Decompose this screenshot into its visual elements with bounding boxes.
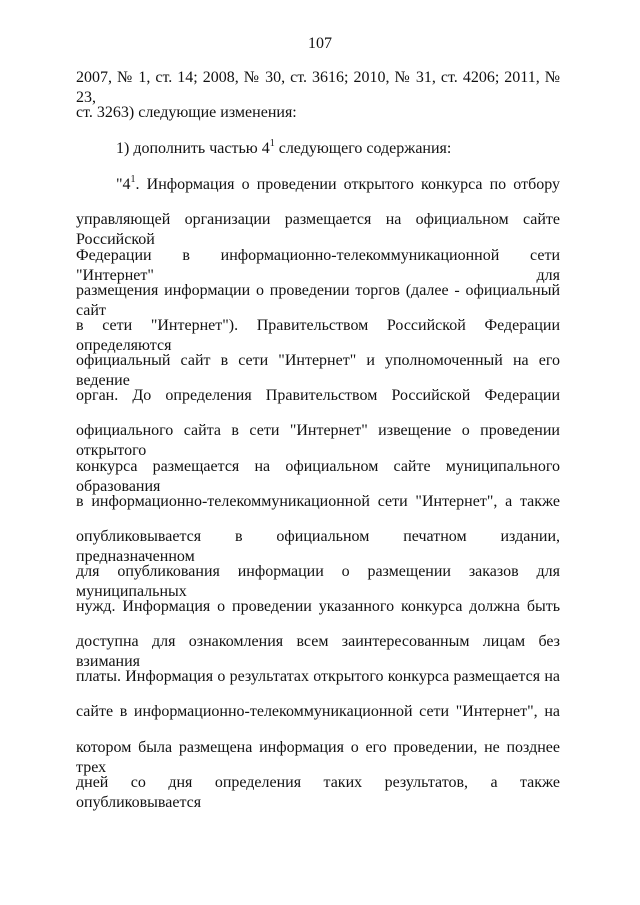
text-line: в сети "Интернет"). Правительством Российской Федерации определяются [76,317,560,354]
text-line: для опубликования информации о размещении заказов для муниципальных [76,563,560,600]
text-line: 2007, № 1, ст. 14; 2008, № 30, ст. 3616; 2010, № 31, ст. 4206; 2011, № 23, [76,69,560,106]
text-line: Федерации в информационно-телекоммуникационной сети "Интернет" для [76,247,560,284]
text-line: орган. До определения Правительством Российской Федерации [76,387,560,404]
text-line: официального сайта в сети "Интернет" извещение о проведении открытого [76,422,560,459]
text-line: доступна для ознакомления всем заинтересованным лицам без взимания [76,633,560,670]
text-line: управляющей организации размещается на официальном сайте Российской [76,211,560,248]
text-line: 1) дополнить частью $4^1$ следующего содержания: [116,138,452,157]
text-line: "$4^1$. Информация о проведении открытого конкурса по отбору [116,174,560,193]
page-number: 107 [308,35,332,52]
text-line: опубликовывается в официальном печатном издании, предназначенном [76,528,560,565]
text-line: сайте в информационно-телекоммуникационной сети "Интернет", на [76,703,560,720]
text-line: официальный сайт в сети "Интернет" и уполномоченный на его ведение [76,352,560,389]
text-line: платы. Информация о результатах открытого конкурса размещается на [76,668,560,685]
text-line: ст. 3263) следующие изменения: [76,104,297,121]
text-line: дней со дня определения таких результатов, а также опубликовывается [76,774,560,811]
text-line: конкурса размещается на официальном сайте муниципального образования [76,458,560,495]
text-line: в информационно-телекоммуникационной сети "Интернет", а также [76,493,560,510]
text-line: нужд. Информация о проведении указанного конкурса должна быть [76,598,560,615]
text-line: котором была размещена информация о его проведении, не позднее трех [76,739,560,776]
text-line: размещения информации о проведении торгов (далее - официальный сайт [76,282,560,319]
